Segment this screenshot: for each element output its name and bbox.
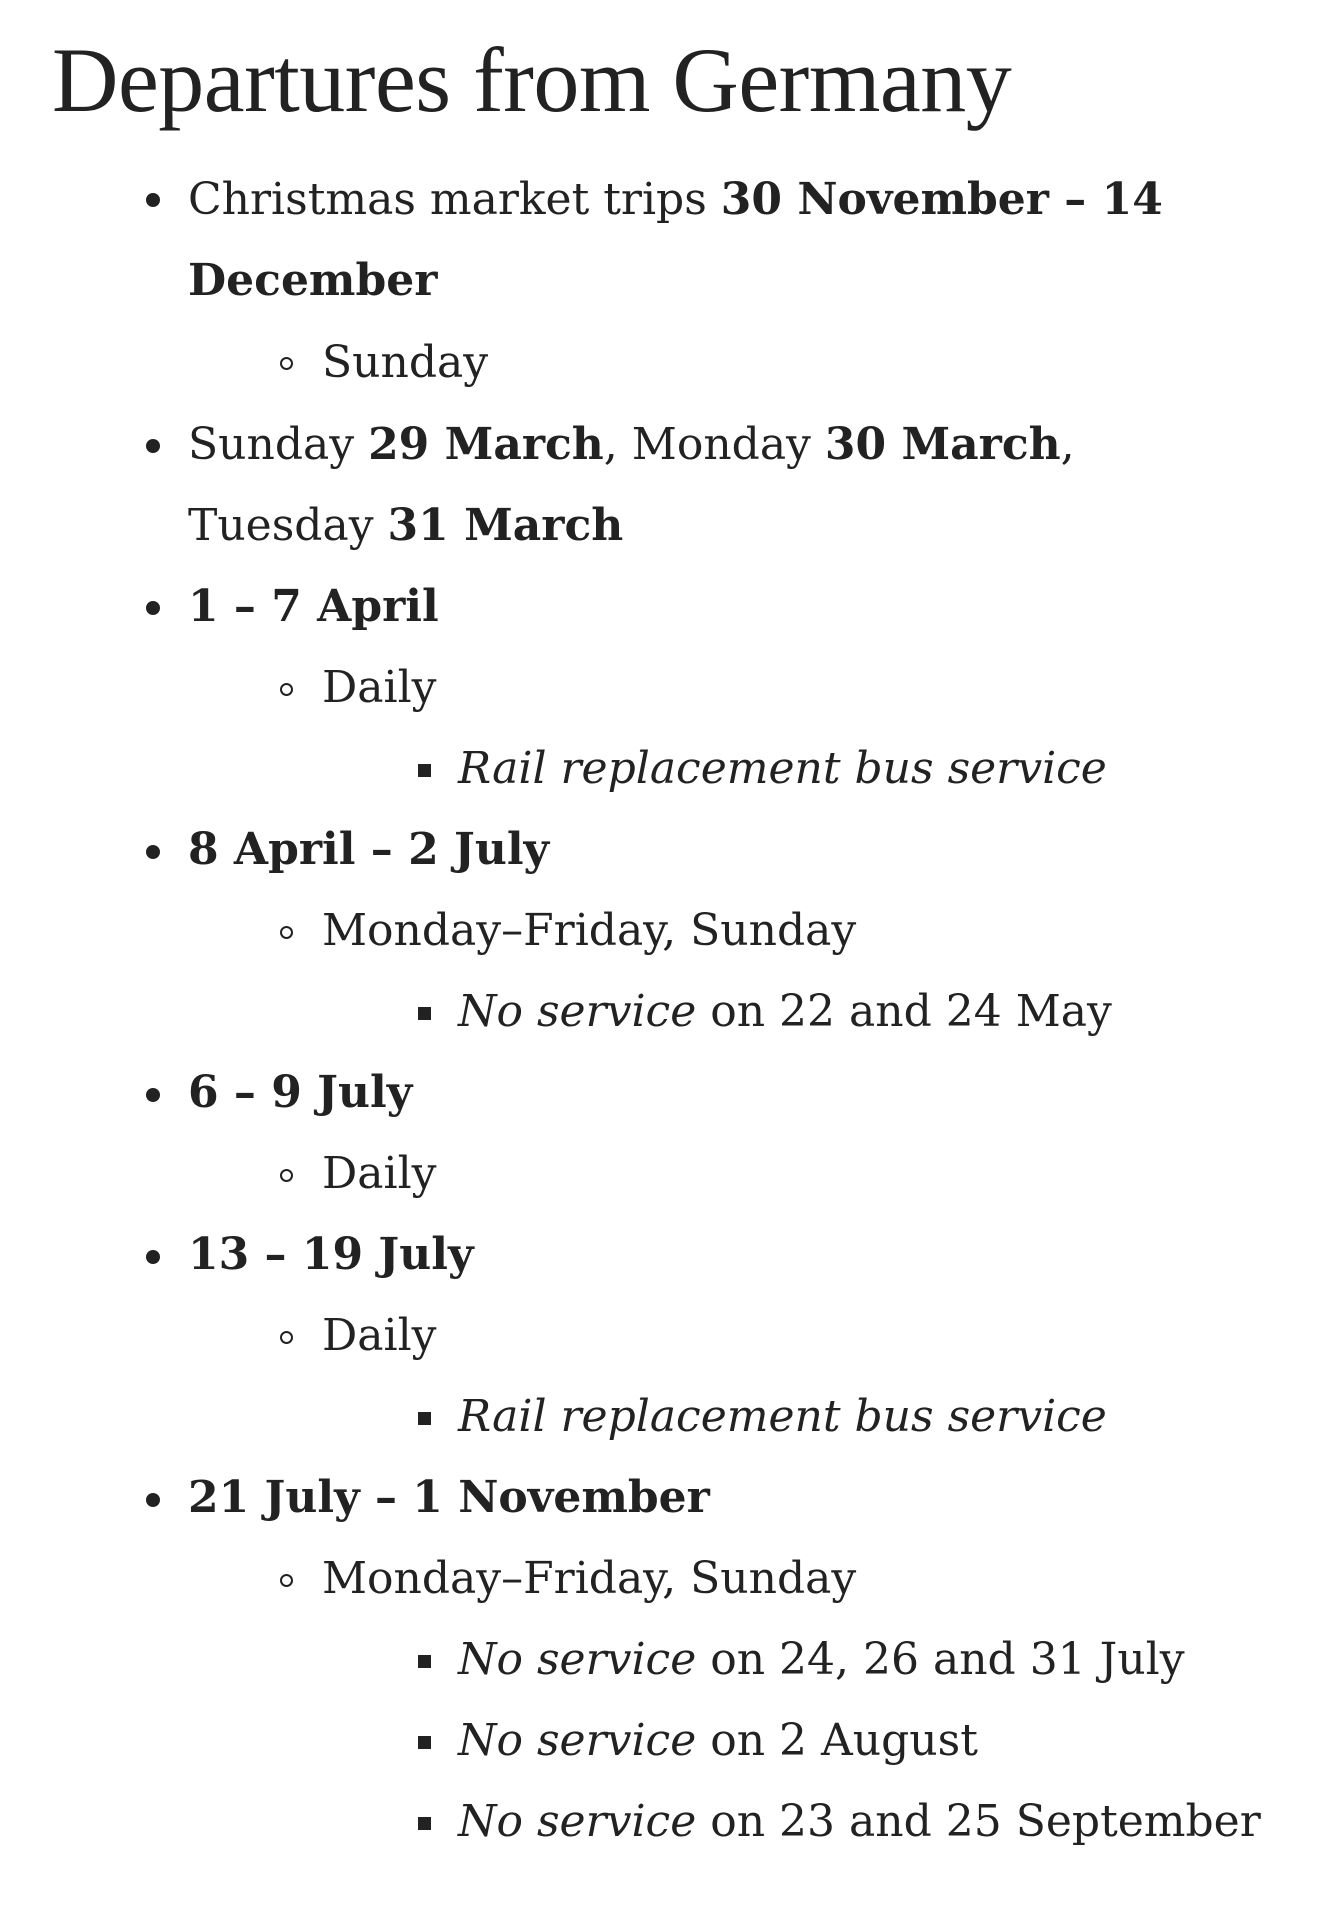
item-date-range: 30 November – 14: [720, 174, 1163, 225]
list-item-text-continued: [188, 251, 437, 311]
bullet-square-icon: [418, 764, 431, 777]
note-text: No service on 24, 26 and 31 July: [458, 1634, 1185, 1685]
bullet-disc-icon: [146, 601, 160, 615]
list-item-text-continued: Tuesday 31 March: [188, 500, 624, 551]
sub-item-text: Daily: [322, 662, 437, 713]
sub-item-text: Sunday: [322, 337, 489, 388]
bullet-disc-icon: [146, 1088, 160, 1102]
bullet-disc-icon: [146, 1493, 160, 1507]
bullet-square-icon: [418, 1412, 431, 1425]
bullet-square-icon: [418, 1007, 431, 1020]
bullet-disc-icon: [146, 845, 160, 859]
sub-item-text: Daily: [322, 1310, 437, 1361]
sub-item-text: Daily: [322, 1148, 437, 1199]
bullet-circle-icon: [280, 1331, 293, 1344]
bullet-circle-icon: [280, 357, 293, 370]
bullet-circle-icon: [280, 683, 293, 696]
sub-item-text: Monday–Friday, Sunday: [322, 905, 857, 956]
bullet-disc-icon: [146, 1250, 160, 1264]
page-title: Departures from Germany: [52, 29, 1012, 131]
list-item-text: 8 April – 2 July: [188, 824, 550, 875]
bullet-square-icon: [418, 1655, 431, 1668]
note-text: No service on 2 August: [458, 1715, 978, 1766]
sub-item-text: Monday–Friday, Sunday: [322, 1553, 857, 1604]
list-item-text: 1 – 7 April: [188, 581, 439, 632]
list-item-text: 13 – 19 July: [188, 1229, 474, 1280]
note-text: No service on 22 and 24 May: [458, 986, 1112, 1037]
list-item-text: 6 – 9 July: [188, 1067, 413, 1118]
note-text: Rail replacement bus service: [458, 743, 1107, 794]
note-text: No service on 23 and 25 September: [458, 1796, 1261, 1847]
bullet-square-icon: [418, 1736, 431, 1749]
note-text: Rail replacement bus service: [458, 1391, 1107, 1442]
list-item-text: Sunday 29 March, Monday 30 March,: [188, 419, 1075, 470]
bullet-circle-icon: [280, 1169, 293, 1182]
list-item-text: 21 July – 1 November: [188, 1472, 710, 1523]
item-text: Christmas market trips: [188, 174, 721, 225]
bullet-disc-icon: [146, 193, 160, 207]
bullet-square-icon: [418, 1817, 431, 1830]
bullet-circle-icon: [280, 1574, 293, 1587]
list-item-text: [188, 170, 1163, 230]
bullet-disc-icon: [146, 439, 160, 453]
item-date-range-continued: December: [188, 255, 438, 306]
bullet-circle-icon: [280, 926, 293, 939]
